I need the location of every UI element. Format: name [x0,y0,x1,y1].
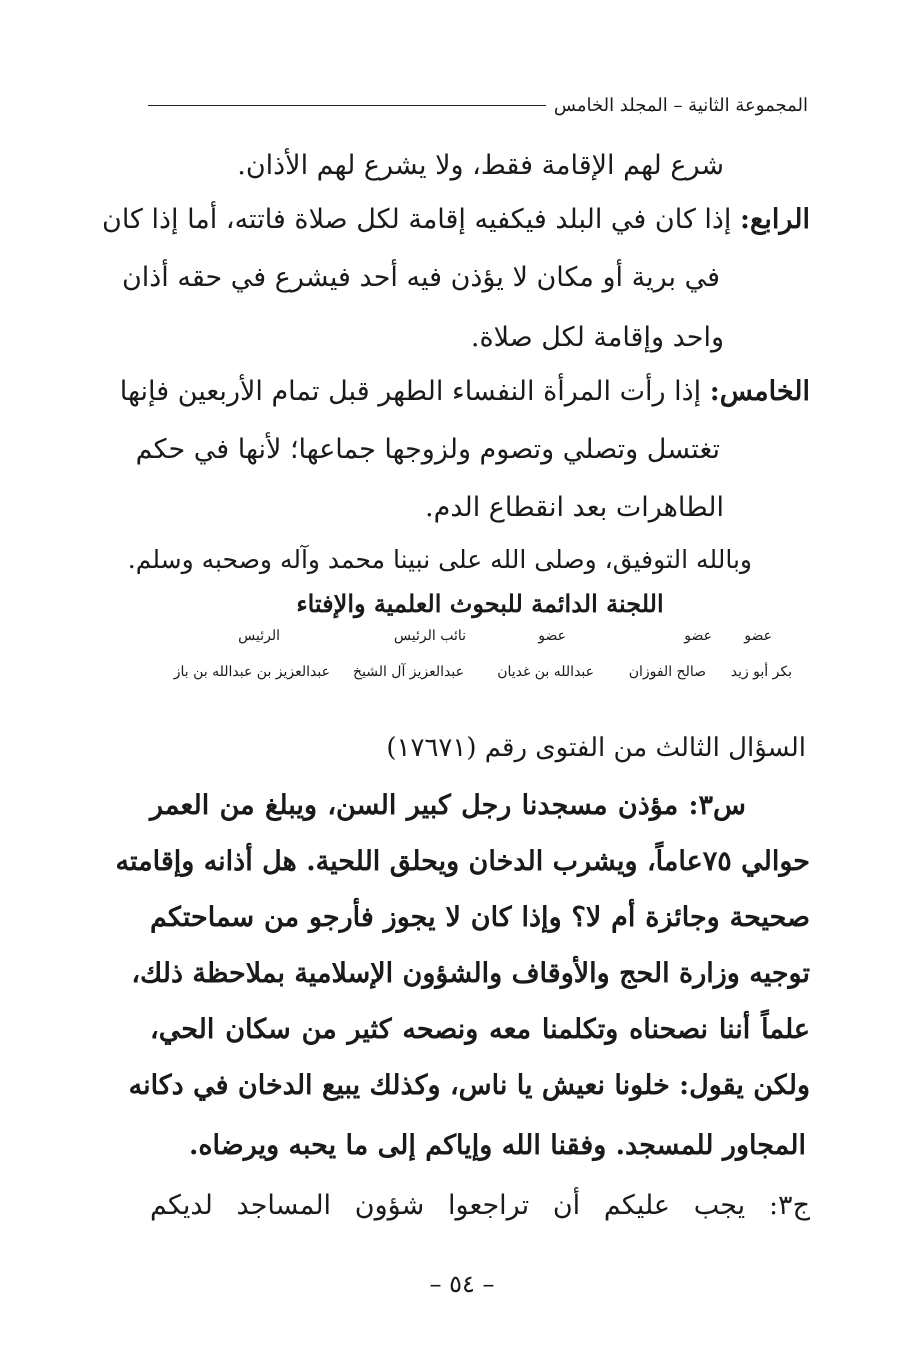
question-line: صحيحة وجائزة أم لا؟ وإذا كان لا يجوز فأرجو من سماحتكم [150,902,810,933]
fourth-item-line [101,200,810,240]
signature-role-1: عضو [744,628,772,644]
question-line: علماً أننا نصحناه وتكلمنا معه ونصحه كثير من سكان الحي، [150,1014,810,1045]
body-line: الطاهرات بعد انقطاع الدم. [425,492,724,523]
question-line: المجاور للمسجد. وفقنا الله وإياكم إلى ما يحبه ويرضاه. [189,1130,806,1161]
question-line: توجيه وزارة الحج والأوقاف والشؤون الإسلامية بملاحظة ذلك، [131,958,810,989]
running-header [148,90,808,120]
question-line: حوالي ٧٥عاماً، ويشرب الدخان ويحلق اللحية. هل أذانه وإقامته [115,846,810,877]
signature-role-5: الرئيس [238,628,280,644]
fifth-item-label: الخامس: [709,376,810,407]
signature-role-4: نائب الرئيس [393,628,466,644]
question-heading: السؤال الثالث من الفتوى رقم (١٧٦٧١) [386,733,806,763]
closing-line: وبالله التوفيق، وصلى الله على نبينا محمد وآله وصحبه وسلم. [127,545,752,574]
question-line: ولكن يقول: خلونا نعيش يا ناس، وكذلك يبيع الدخان في دكانه [128,1070,810,1101]
body-line: في برية أو مكان لا يؤذن فيه أحد فيشرع في حقه أذان [121,262,720,293]
fifth-item-text: إذا رأت المرأة النفساء الطهر قبل تمام الأربعين فإنها [119,376,710,407]
fourth-item-text: إذا كان في البلد فيكفيه إقامة لكل صلاة فاتته، أما إذا كان [101,204,741,235]
question-line: س٣: مؤذن مسجدنا رجل كبير السن، ويبلغ من العمر [150,790,746,821]
page-number: – ٥٤ – [429,1270,495,1298]
header-title: المجموعة الثانية – المجلد الخامس [553,94,808,116]
committee-title: اللجنة الدائمة للبحوث العلمية والإفتاء [296,589,664,618]
header-rule [148,105,546,106]
fourth-item-label: الرابع: [740,204,810,235]
signature-role-2: عضو [684,628,712,644]
answer-line: ج٣: يجب عليكم أن تراجعوا شؤون المساجد لديكم [150,1190,810,1221]
signature-name-4: عبدالعزيز آل الشيخ [352,664,464,680]
body-line: تغتسل وتصلي وتصوم ولزوجها جماعها؛ لأنها في حكم [135,434,720,465]
signature-name-2: صالح الفوزان [628,664,706,680]
body-line: واحد وإقامة لكل صلاة. [470,322,724,353]
signature-role-3: عضو [538,628,566,644]
signature-name-5: عبدالعزيز بن عبدالله بن باز [173,664,330,680]
body-line: شرع لهم الإقامة فقط، ولا يشرع لهم الأذان. [237,150,724,181]
fifth-item-line [119,372,810,412]
signature-name-3: عبدالله بن غديان [497,664,594,680]
signature-name-1: بكر أبو زيد [730,664,792,680]
